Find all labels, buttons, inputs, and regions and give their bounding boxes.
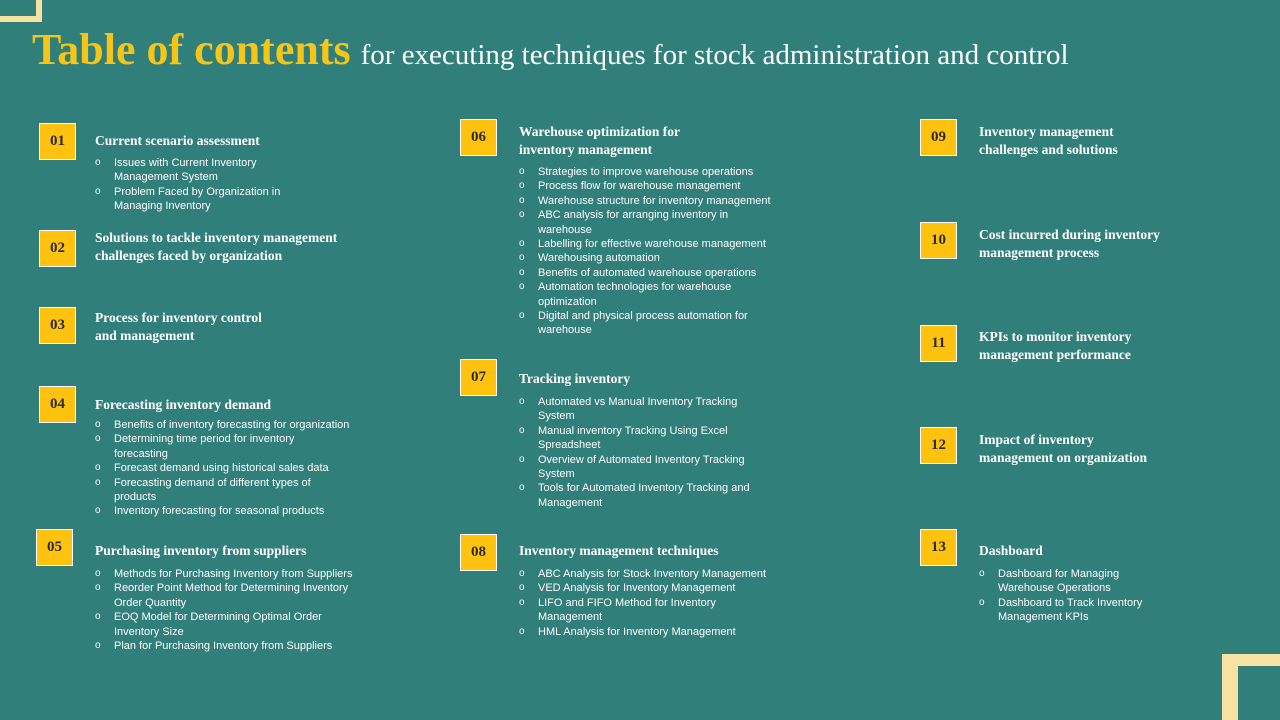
- bullet-item: [519, 596, 766, 625]
- section-heading-line: Forecasting inventory demand: [95, 397, 271, 412]
- bullet-item-line: warehouse: [538, 223, 592, 236]
- bullet-item-line: o Inventory forecasting for seasonal products: [114, 505, 325, 518]
- bullet-item-line: o Manual inventory Tracking Using Excel: [538, 424, 728, 437]
- section-bullet-list-06: [519, 165, 771, 338]
- section-number-03: 03: [39, 307, 76, 344]
- bullet-item-line: o Strategies to improve warehouse operations: [538, 166, 754, 178]
- section-heading-07: [519, 370, 630, 388]
- section-heading-10: [979, 226, 1160, 262]
- section-bullet-list-01: [95, 156, 280, 214]
- bullet-item-line: o Dashboard to Track Inventory: [998, 596, 1143, 609]
- bullet-item: [519, 424, 750, 453]
- section-heading-line: Process for inventory control: [95, 310, 262, 325]
- bullet-item: [519, 625, 766, 639]
- bullet-item-line: o Problem Faced by Organization in: [114, 185, 281, 198]
- section-number-05: 05: [36, 529, 73, 566]
- section-heading-11: [979, 328, 1131, 364]
- section-heading-line: Cost incurred during inventory: [979, 227, 1160, 242]
- bullet-item: [95, 432, 349, 461]
- section-heading-line: Inventory management: [979, 124, 1114, 139]
- bullet-item: [95, 418, 349, 432]
- bullet-item-line: o Dashboard for Managing: [998, 568, 1120, 580]
- bullet-item-line: o Labelling for effective warehouse management: [538, 238, 766, 251]
- bullet-item-line: o Warehouse structure for inventory management: [538, 194, 771, 207]
- bullet-item-line: o Reorder Point Method for Determining Inventory: [114, 582, 349, 595]
- bullet-item: [979, 567, 1142, 596]
- bullet-item: [95, 610, 352, 639]
- section-heading-line: management on organization: [979, 450, 1147, 465]
- bullet-item: [519, 251, 771, 265]
- bullet-item-line: o Process flow for warehouse management: [538, 180, 741, 193]
- bullet-item: [979, 596, 1142, 625]
- section-heading-13: [979, 542, 1043, 560]
- bullet-item-line: o Digital and physical process automation for: [538, 310, 748, 323]
- bullet-item: [95, 185, 280, 214]
- section-heading-08: [519, 542, 719, 560]
- section-number-12: 12: [920, 427, 957, 464]
- bullet-item: [519, 395, 750, 424]
- title-main: Table of contents: [32, 25, 351, 74]
- bullet-item-line: o Determining time period for inventory: [114, 433, 295, 446]
- bullet-item: [95, 476, 349, 505]
- section-number-06: 06: [460, 119, 497, 156]
- section-bullet-list-04: [95, 418, 349, 519]
- section-heading-09: [979, 123, 1118, 159]
- section-heading-line: challenges faced by organization: [95, 248, 283, 263]
- bullet-item-line: o Plan for Purchasing Inventory from Suppliers: [114, 640, 333, 653]
- section-heading-line: challenges and solutions: [979, 142, 1118, 157]
- section-number-07: 07: [460, 359, 497, 396]
- bullet-item-line: warehouse: [538, 324, 592, 337]
- bullet-item-line: o EOQ Model for Determining Optimal Order: [114, 611, 322, 624]
- section-heading-01: [95, 132, 260, 150]
- section-number-11: 11: [920, 325, 957, 362]
- bullet-item: [519, 237, 771, 251]
- section-bullet-list-05: [95, 567, 352, 653]
- section-heading-05: [95, 542, 306, 560]
- bullet-item-line: o Automation technologies for warehouse: [538, 281, 732, 294]
- bullet-item: [519, 567, 766, 581]
- bullet-item-line: o Automated vs Manual Inventory Tracking: [538, 396, 738, 408]
- section-bullet-list-08: [519, 567, 766, 639]
- bullet-item: [95, 504, 349, 518]
- corner-decoration-top-left: [0, 0, 42, 22]
- bullet-item: [519, 165, 771, 179]
- bullet-item: [519, 280, 771, 309]
- bullet-item-line: o Benefits of inventory forecasting for organization: [114, 419, 350, 431]
- section-heading-03: [95, 309, 262, 345]
- bullet-item-line: optimization: [538, 295, 597, 308]
- bullet-item-line: o Overview of Automated Inventory Tracking: [538, 453, 745, 466]
- section-heading-line: and management: [95, 328, 195, 343]
- bullet-item: [519, 581, 766, 595]
- bullet-item: [519, 309, 771, 338]
- bullet-item-line: Inventory Size: [114, 625, 184, 638]
- bullet-item-line: o Issues with Current Inventory: [114, 157, 257, 169]
- bullet-item: [95, 461, 349, 475]
- section-heading-02: [95, 229, 337, 265]
- section-heading-line: Inventory management techniques: [519, 543, 719, 558]
- bullet-item-line: Order Quantity: [114, 596, 187, 609]
- bullet-item-line: System: [538, 468, 575, 481]
- bullet-item-line: Management: [538, 611, 603, 624]
- bullet-item-line: o Methods for Purchasing Inventory from Suppliers: [114, 568, 353, 580]
- section-number-10: 10: [920, 222, 957, 259]
- bullet-item-line: o ABC analysis for arranging inventory in: [538, 209, 729, 222]
- section-bullet-list-13: [979, 567, 1142, 625]
- section-heading-line: Tracking inventory: [519, 371, 631, 386]
- section-heading-line: KPIs to monitor inventory: [979, 329, 1132, 344]
- bullet-item: [519, 453, 750, 482]
- section-number-02: 02: [39, 230, 76, 267]
- bullet-item-line: o Forecast demand using historical sales data: [114, 462, 329, 475]
- section-heading-06: [519, 123, 680, 159]
- bullet-item-line: o LIFO and FIFO Method for Inventory: [538, 596, 716, 609]
- section-heading-04: [95, 396, 271, 414]
- section-number-04: 04: [39, 386, 76, 423]
- bullet-item-line: o Benefits of automated warehouse operations: [538, 266, 757, 279]
- bullet-item: [95, 639, 352, 653]
- title-subtitle: for executing techniques for stock administration and control: [360, 39, 1069, 71]
- bullet-item-line: o Tools for Automated Inventory Tracking and: [538, 482, 750, 495]
- section-heading-line: inventory management: [519, 142, 653, 157]
- bullet-item-line: Warehouse Operations: [998, 582, 1111, 595]
- bullet-item-line: o VED Analysis for Inventory Management: [538, 582, 736, 595]
- bullet-item: [519, 208, 771, 237]
- corner-decoration-bottom-right: [1222, 654, 1280, 720]
- bullet-item: [519, 179, 771, 193]
- section-heading-line: Solutions to tackle inventory management: [95, 230, 338, 245]
- section-heading-line: management process: [979, 245, 1100, 260]
- section-number-13: 13: [920, 529, 957, 566]
- section-heading-12: [979, 431, 1147, 467]
- section-number-01: 01: [39, 123, 76, 160]
- bullet-item-line: forecasting: [114, 447, 168, 460]
- bullet-item-line: Management System: [114, 171, 218, 184]
- section-heading-line: management performance: [979, 347, 1131, 362]
- bullet-item: [95, 156, 280, 185]
- section-heading-line: Warehouse optimization for: [519, 124, 680, 139]
- bullet-item-line: Spreadsheet: [538, 439, 601, 452]
- page-title: [32, 24, 1069, 75]
- bullet-item-line: Managing Inventory: [114, 200, 211, 213]
- bullet-item: [95, 581, 352, 610]
- bullet-item-line: o Forecasting demand of different types of: [114, 476, 311, 489]
- section-number-09: 09: [920, 119, 957, 156]
- bullet-item: [519, 194, 771, 208]
- section-heading-line: Current scenario assessment: [95, 133, 260, 148]
- bullet-item-line: Management KPIs: [998, 611, 1089, 624]
- bullet-item-line: products: [114, 491, 157, 504]
- bullet-item: [519, 481, 750, 510]
- section-number-08: 08: [460, 534, 497, 571]
- bullet-item-line: Management: [538, 496, 603, 509]
- section-heading-line: Purchasing inventory from suppliers: [95, 543, 307, 558]
- bullet-item-line: o ABC Analysis for Stock Inventory Management: [538, 568, 767, 580]
- bullet-item-line: o Warehousing automation: [538, 252, 660, 265]
- section-heading-line: Impact of inventory: [979, 432, 1094, 447]
- bullet-item: [95, 567, 352, 581]
- bullet-item-line: o HML Analysis for Inventory Management: [538, 625, 736, 638]
- bullet-item: [519, 266, 771, 280]
- section-bullet-list-07: [519, 395, 750, 510]
- bullet-item-line: System: [538, 410, 575, 423]
- section-heading-line: Dashboard: [979, 543, 1043, 558]
